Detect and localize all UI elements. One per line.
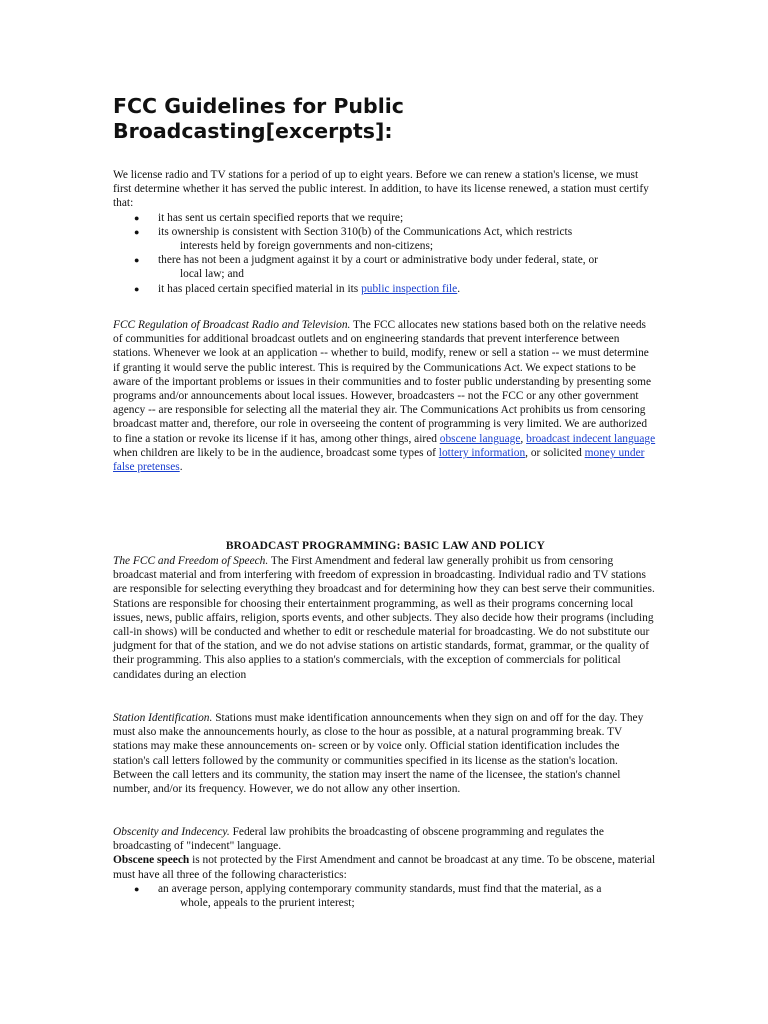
freedom-body: The First Amendment and federal law generally prohibit us from censoring broadcast material and from interfering with freedom of expression in broadcasting. Individual radio and TV stations are responsible for selecting everything they broadcast and for determining how they can best serve their communities. Stations are responsible for choosing their entertainment programming, as well as their programs concerning local issues, news, public affairs, religion, sports events, and other subjects. They also decide how their programs (including call-in shows) will be conducted and whether to edit or reschedule material for broadcasting. We do not substitute our judgment for that of the station, and we do not advise stations on artistic standards, format, grammar, or the quality of their programming. This also applies to a station's commercials, with the exception of commercials for political candidates during an election <box>113 555 655 681</box>
obscenity-section <box>113 825 658 910</box>
list-item-text: an average person, applying contemporary community standards, must find that the material, as a <box>158 882 602 895</box>
regulation-paragraph <box>113 318 658 474</box>
obscenity-paragraph <box>113 825 658 853</box>
list-item <box>113 282 658 296</box>
document-title: FCC Guidelines for Public Broadcasting[excerpts]: <box>113 94 404 143</box>
list-item <box>113 253 658 281</box>
station-id-section <box>113 711 658 796</box>
public-inspection-file-link[interactable]: public inspection file <box>361 282 458 295</box>
section-heading: BROADCAST PROGRAMMING: BASIC LAW AND POLICY <box>225 540 546 552</box>
list-item-continuation: local law; and <box>180 268 244 281</box>
freedom-heading: The FCC and Freedom of Speech. <box>113 555 269 567</box>
regulation-separator: , or solicited <box>525 446 585 459</box>
list-item-punct: . <box>457 282 461 295</box>
list-item-continuation: whole, appeals to the prurient interest; <box>180 897 355 910</box>
obscene-speech-term: Obscene speech <box>113 854 190 867</box>
obscene-speech-paragraph <box>113 853 658 881</box>
money-under-false-pretenses-link[interactable]: money under false pretenses <box>113 446 645 474</box>
station-id-heading: Station Identification. <box>113 712 213 724</box>
freedom-paragraph <box>113 554 658 682</box>
regulation-end: . <box>179 461 183 474</box>
list-item <box>113 211 658 225</box>
station-id-body: Stations must make identification announcements when they sign on and off for the day. They must also make the announcements hourly, as close to the hour as possible, at a natural programming break. TV stations may make these announcements on- screen or by voice only. Official station identification includes the station's call letters followed by the community or communities specified in its license as the station's location. Between the call letters and its community, the station may insert the name of the licensee, the station's channel number, and/or its frequency. However, we do not allow any other insertion. <box>113 712 644 796</box>
bullet-icon: ● <box>134 212 140 223</box>
obscenity-list <box>113 882 658 910</box>
regulation-body: The FCC allocates new stations based both on the relative needs of communities for additional broadcast outlets and on engineering standards that prevent interference between stations. Whenever we look at an application -- whether to build, modify, renew or sell a station -- we must determine if granting it would serve the public interest. This is required by the Communications Act. We expect stations to be aware of the important problems or issues in their communities and to foster public understanding by presenting some programs and/or announcements about local issues. However, broadcasters -- not the FCC or any other government agency -- are responsible for selecting all the material they air. The Communications Act prohibits us from censoring broadcast matter and, therefore, our role in overseeing the content of programming is very limited. We are authorized to fine a station or revoke its license if it has, among other things, aired <box>113 319 652 445</box>
bullet-icon: ● <box>134 883 140 894</box>
list-item <box>113 225 658 253</box>
list-item-continuation: interests held by foreign governments and non-citizens; <box>180 240 434 253</box>
list-item-text: there has not been a judgment against it by a court or administrative body under federal, state, or <box>158 254 598 267</box>
intro-section <box>113 168 658 296</box>
list-item-text: it has placed certain specified material in its <box>158 282 362 295</box>
regulation-body-mid: when children are likely to be in the audience, broadcast some types of <box>113 446 439 459</box>
bullet-icon: ● <box>134 255 140 266</box>
obscenity-body: Federal law prohibits the broadcasting of obscene programming and regulates the broadcasting of "indecent" language. <box>113 826 604 853</box>
obscene-speech-body: is not protected by the First Amendment and cannot be broadcast at any time. To be obscene, material must have all three of the following characteristics: <box>113 854 656 881</box>
bullet-icon: ● <box>134 226 140 237</box>
lottery-information-link[interactable]: lottery information <box>438 446 526 459</box>
freedom-section <box>113 554 658 682</box>
list-item-text: it has sent us certain specified reports that we require; <box>158 211 404 224</box>
bullet-icon: ● <box>134 283 140 294</box>
certify-list <box>113 211 658 296</box>
list-item <box>113 882 658 910</box>
regulation-heading: FCC Regulation of Broadcast Radio and Television. <box>113 319 351 331</box>
station-id-paragraph <box>113 711 658 796</box>
intro-paragraph: We license radio and TV stations for a period of up to eight years. Before we can renew a station's license, we must first determine whether it has served the public interest. In addition, to have its license renewed, a station must certify that: <box>113 169 649 210</box>
regulation-separator: , <box>520 432 527 445</box>
obscenity-heading: Obscenity and Indecency. <box>113 826 230 838</box>
list-item-text: its ownership is consistent with Section 310(b) of the Communications Act, which restricts <box>158 225 573 238</box>
obscene-language-link[interactable]: obscene language <box>439 432 521 445</box>
regulation-section <box>113 318 658 474</box>
broadcast-indecent-language-link[interactable]: broadcast indecent language <box>526 432 656 445</box>
